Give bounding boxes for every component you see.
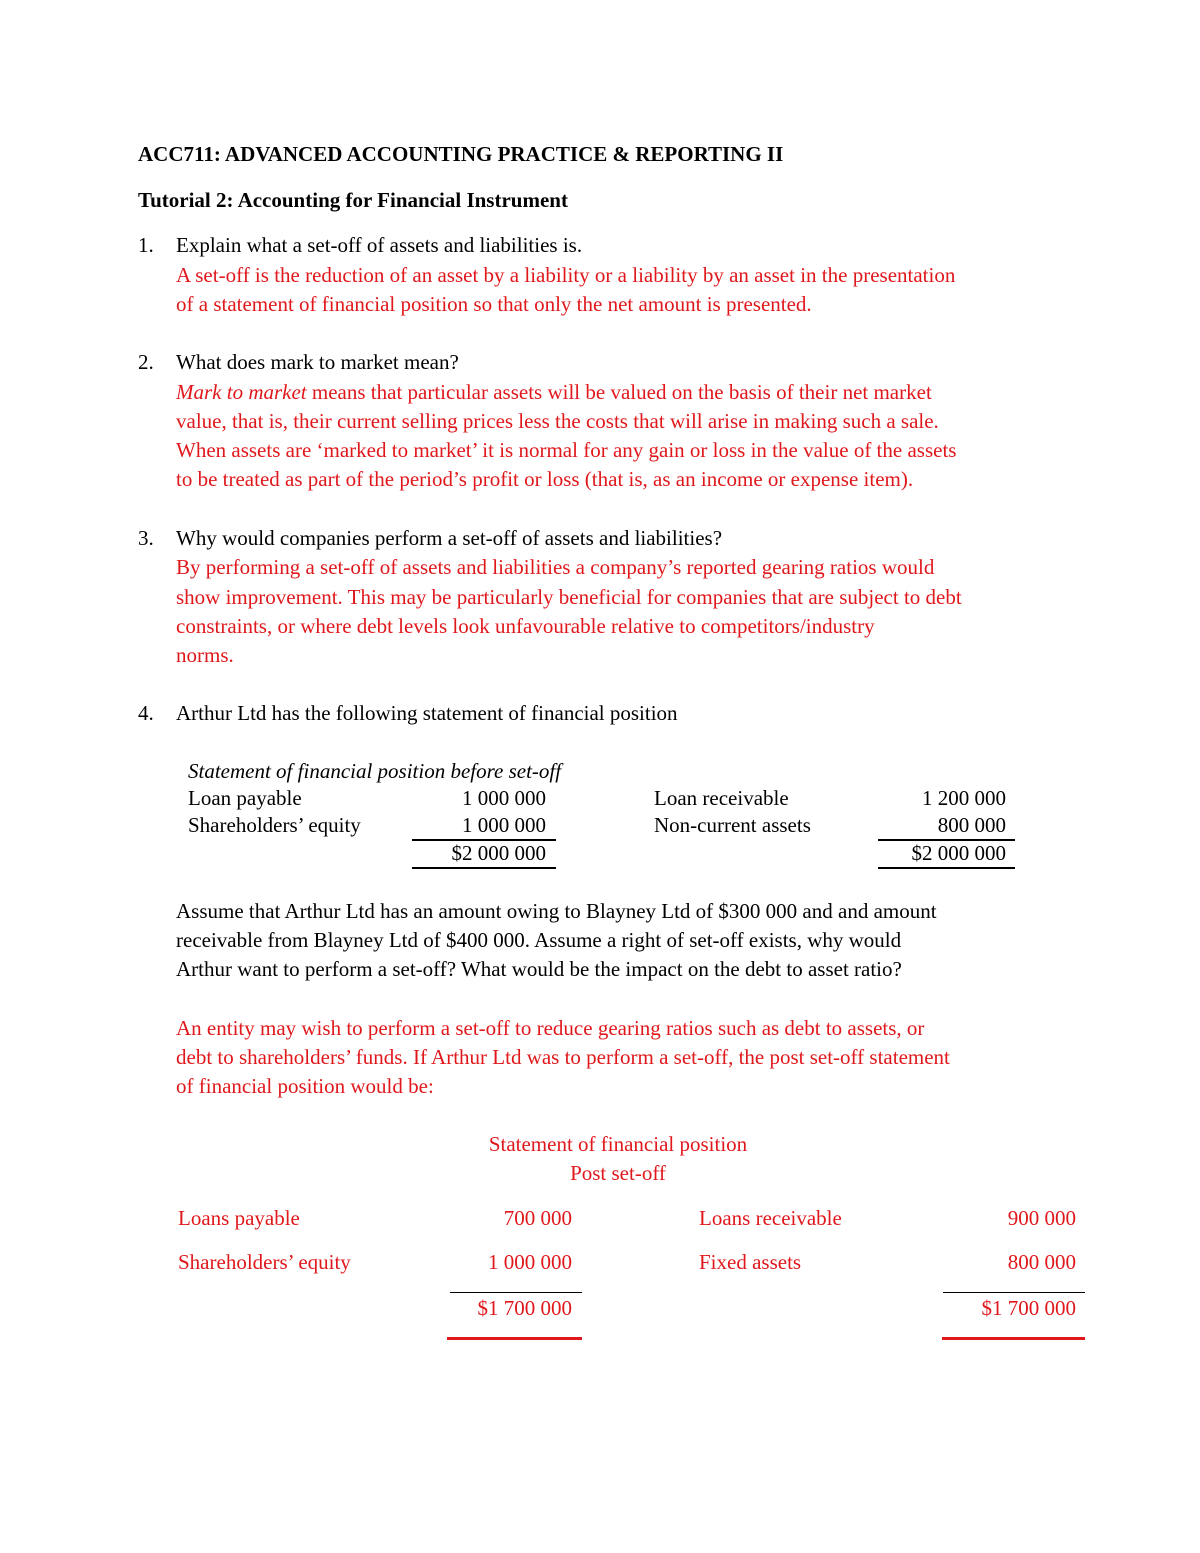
table-before-row-2-left-label: Shareholders’ equity bbox=[188, 813, 361, 837]
table-after-row-1-right-label: Loans receivable bbox=[699, 1206, 842, 1230]
table-after-left-total-rule bbox=[447, 1337, 582, 1340]
table-before-right-total-rule bbox=[878, 867, 1015, 869]
q1-number: 1. bbox=[138, 233, 154, 257]
q3-answer-line-1: By performing a set-off of assets and liabilities a company’s reported gearing ratios would bbox=[176, 555, 935, 579]
table-before-left-total-rule bbox=[412, 867, 556, 869]
q2-question: What does mark to market mean? bbox=[176, 350, 459, 374]
q3-number: 3. bbox=[138, 526, 154, 550]
q3-answer-line-3: constraints, or where debt levels look unfavourable relative to competitors/industry bbox=[176, 614, 875, 638]
table-after-row-2-left-label: Shareholders’ equity bbox=[178, 1250, 351, 1274]
q2-number: 2. bbox=[138, 350, 154, 374]
course-title: ACC711: ADVANCED ACCOUNTING PRACTICE & REPORTING II bbox=[138, 142, 784, 166]
table-before-row-1-right-value: 1 200 000 bbox=[922, 786, 1006, 810]
table-before-left-total: $2 000 000 bbox=[451, 841, 546, 865]
q4-scenario-line-1: Assume that Arthur Ltd has an amount owing to Blayney Ltd of $300 000 and and amount bbox=[176, 899, 937, 923]
table-before-title: Statement of financial position before set-off bbox=[188, 759, 562, 783]
table-after-row-2-left-value: 1 000 000 bbox=[488, 1250, 572, 1274]
table-before-right-total: $2 000 000 bbox=[911, 841, 1006, 865]
tutorial-title: Tutorial 2: Accounting for Financial Instrument bbox=[138, 188, 568, 212]
q4-answer-line-3: of financial position would be: bbox=[176, 1074, 434, 1098]
q1-question: Explain what a set-off of assets and liabilities is. bbox=[176, 233, 583, 257]
q3-question: Why would companies perform a set-off of assets and liabilities? bbox=[176, 526, 723, 550]
q4-number: 4. bbox=[138, 701, 154, 725]
table-after-left-total: $1 700 000 bbox=[477, 1296, 572, 1320]
q4-scenario-line-2: receivable from Blayney Ltd of $400 000. Assume a right of set-off exists, why would bbox=[176, 928, 902, 952]
q3-answer-line-4: norms. bbox=[176, 643, 234, 667]
table-after-right-subtotal-rule bbox=[943, 1292, 1085, 1293]
table-before-row-2-left-value: 1 000 000 bbox=[462, 813, 546, 837]
q2-answer-line-4: to be treated as part of the period’s profit or loss (that is, as an income or expense item). bbox=[176, 467, 914, 491]
table-after-right-total-rule bbox=[942, 1337, 1085, 1340]
q4-question: Arthur Ltd has the following statement of financial position bbox=[176, 701, 678, 725]
q4-scenario-line-3: Arthur want to perform a set-off? What would be the impact on the debt to asset ratio? bbox=[176, 957, 902, 981]
q1-answer-line-1: A set-off is the reduction of an asset by a liability or a liability by an asset in the presentation bbox=[176, 263, 956, 287]
table-after-row-1-right-value: 900 000 bbox=[1007, 1206, 1076, 1230]
table-after-row-2-right-value: 800 000 bbox=[1007, 1250, 1076, 1274]
table-before-row-2-right-value: 800 000 bbox=[937, 813, 1006, 837]
q2-answer-term: Mark to market bbox=[176, 380, 307, 404]
table-after-right-total: $1 700 000 bbox=[981, 1296, 1076, 1320]
table-before-row-2-right-label: Non-current assets bbox=[654, 813, 811, 837]
table-before-row-1-left-label: Loan payable bbox=[188, 786, 302, 810]
table-before-row-1-left-value: 1 000 000 bbox=[462, 786, 546, 810]
table-before-row-1-right-label: Loan receivable bbox=[654, 786, 789, 810]
q3-answer-line-2: show improvement. This may be particularly beneficial for companies that are subject to debt bbox=[176, 585, 962, 609]
table-after-row-1-left-label: Loans payable bbox=[178, 1206, 300, 1230]
q4-answer-line-2: debt to shareholders’ funds. If Arthur Ltd was to perform a set-off, the post set-off statement bbox=[176, 1045, 950, 1069]
q2-answer-line-1-rest: means that particular assets will be valued on the basis of their net market bbox=[306, 380, 932, 404]
table-after-title-line-2: Post set-off bbox=[570, 1161, 666, 1185]
q2-answer-line-3: When assets are ‘marked to market’ it is normal for any gain or loss in the value of the assets bbox=[176, 438, 957, 462]
table-after-row-2-right-label: Fixed assets bbox=[699, 1250, 802, 1274]
q2-answer-line-1 bbox=[176, 382, 932, 403]
table-after-left-subtotal-rule bbox=[450, 1292, 582, 1293]
table-after-title-line-1: Statement of financial position bbox=[488, 1132, 748, 1156]
q1-answer-line-2: of a statement of financial position so that only the net amount is presented. bbox=[176, 292, 812, 316]
q4-answer-line-1: An entity may wish to perform a set-off to reduce gearing ratios such as debt to assets, or bbox=[176, 1016, 925, 1040]
q2-answer-line-2: value, that is, their current selling prices less the costs that will arise in making such a sale. bbox=[176, 409, 939, 433]
table-after-row-1-left-value: 700 000 bbox=[503, 1206, 572, 1230]
